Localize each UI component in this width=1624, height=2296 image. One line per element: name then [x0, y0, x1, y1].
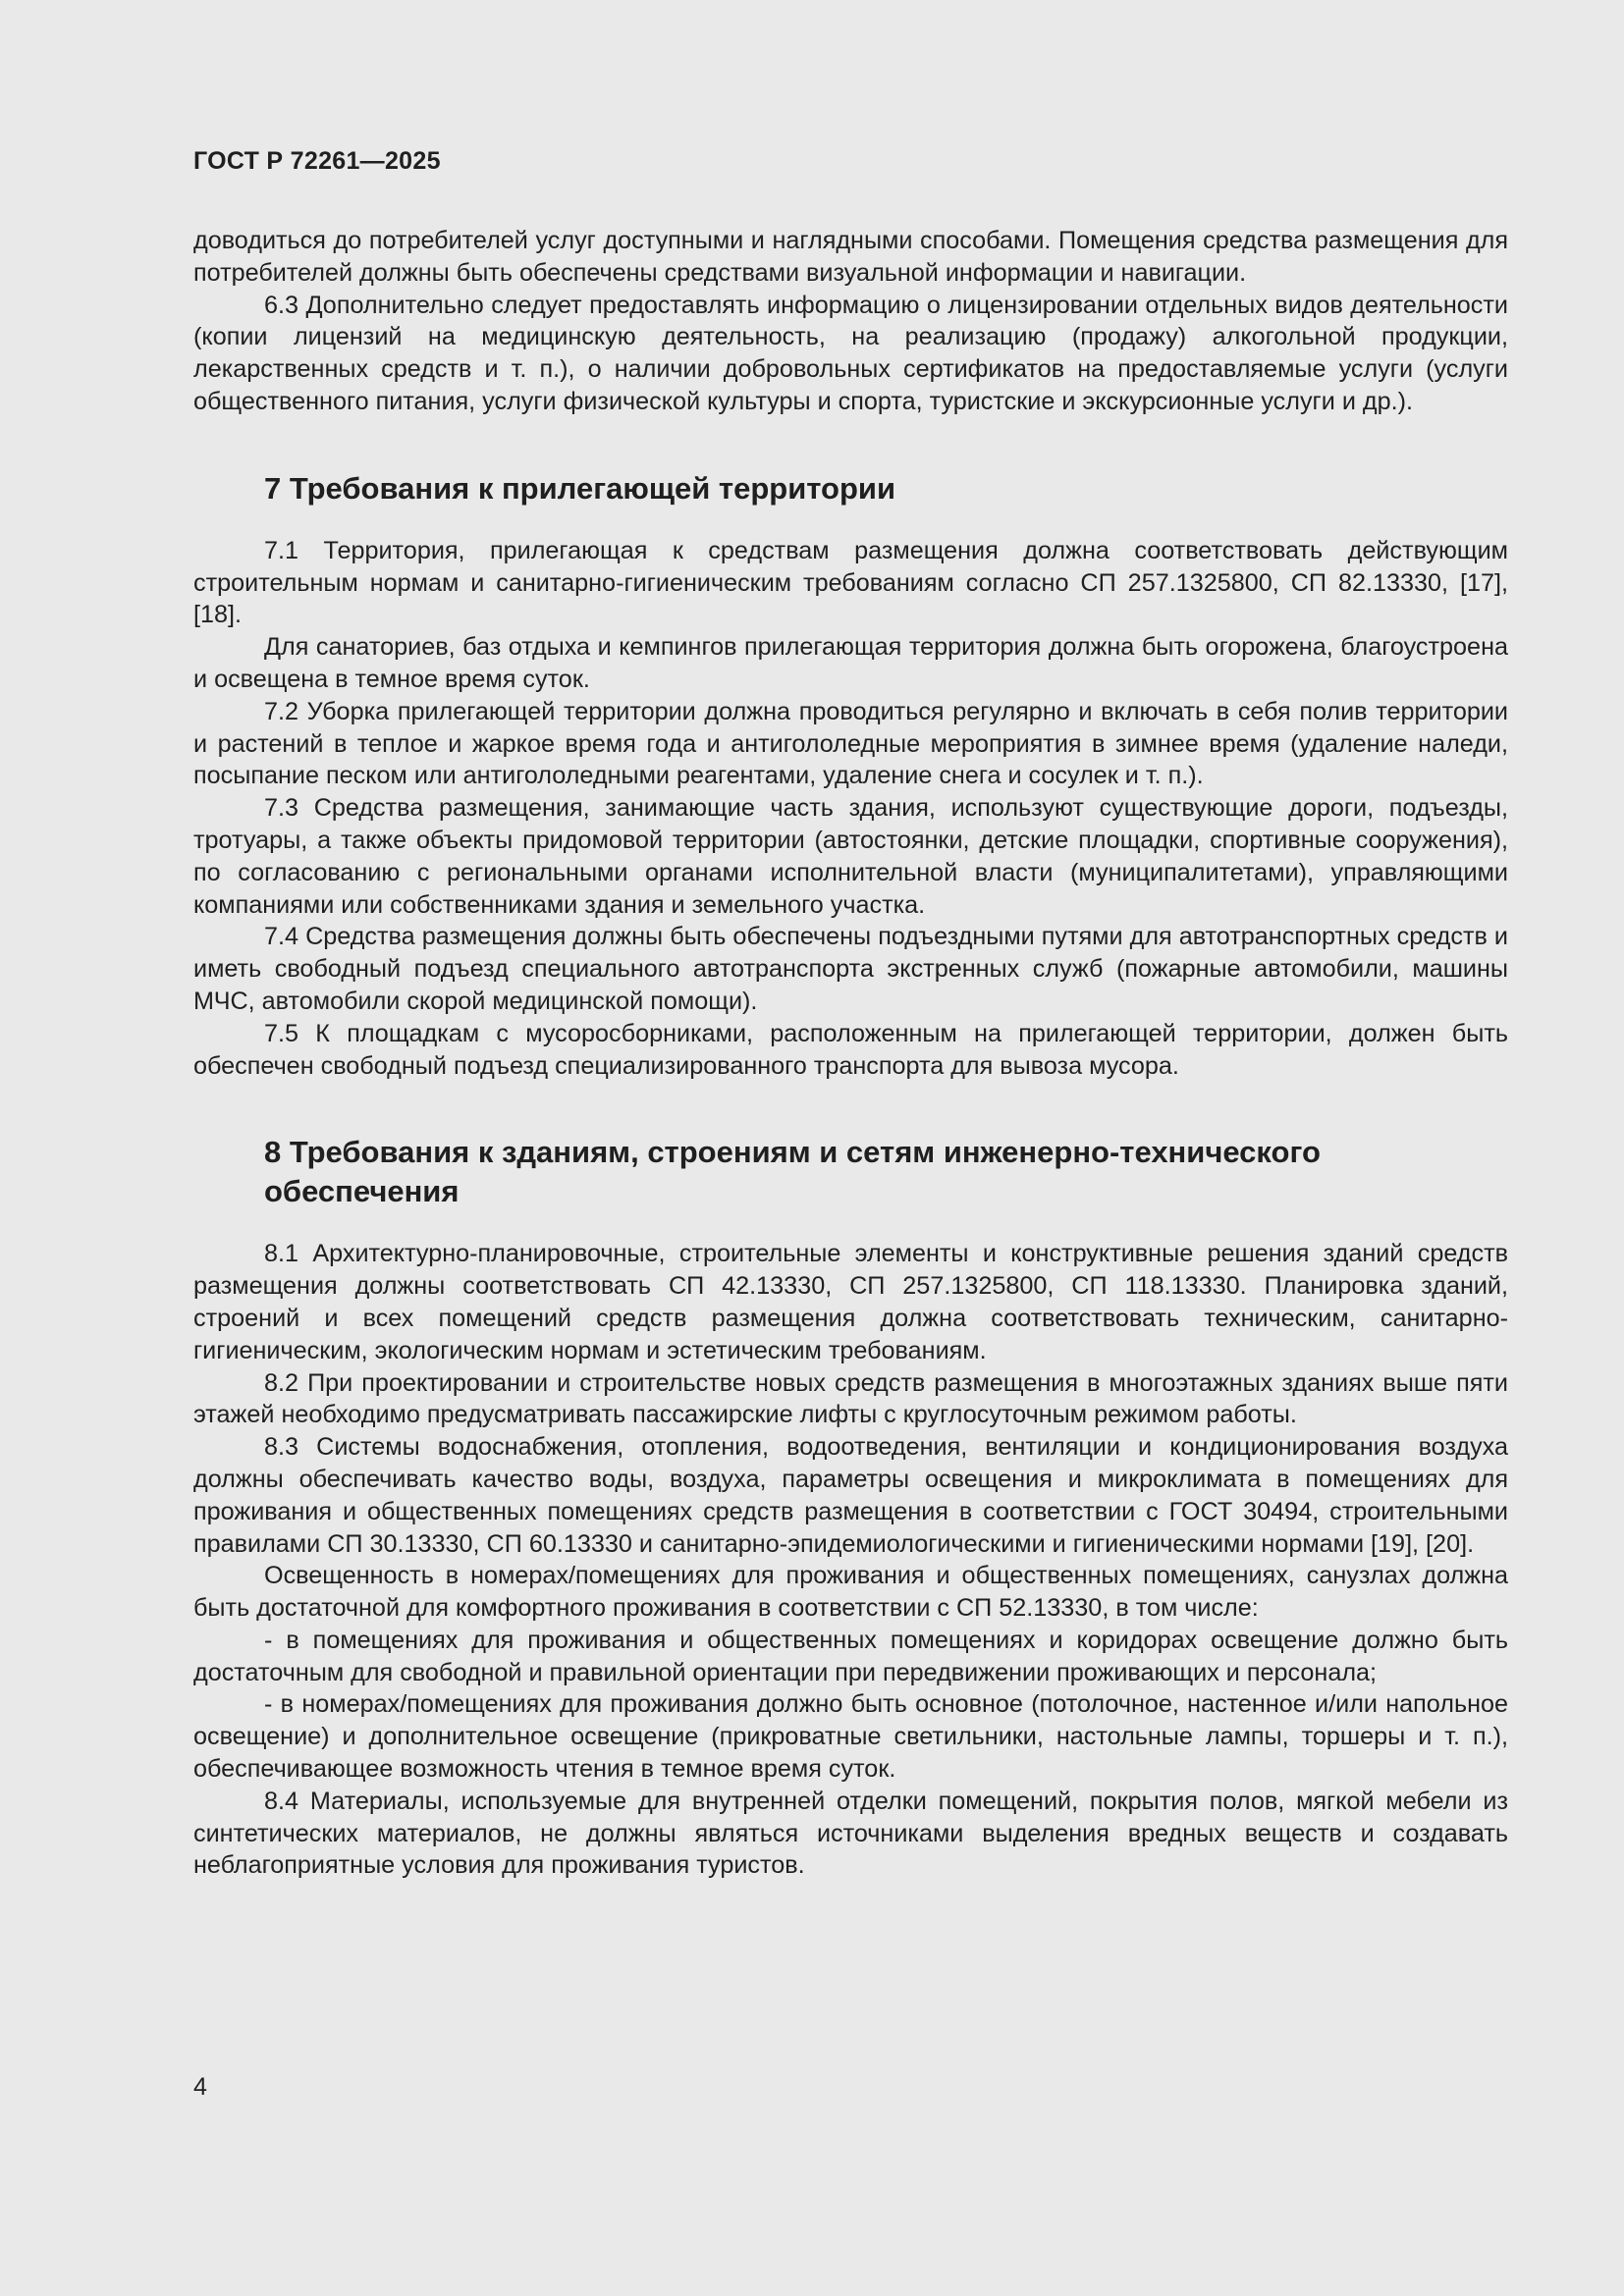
document-body [193, 225, 1508, 1882]
paragraph: доводиться до потребителей услуг доступными и наглядными способами. Помещения средства размещения для потребителей должны быть обеспечены средствами визуальной информации и навигации. [193, 227, 1508, 287]
paragraph: 7.1 Территория, прилегающая к средствам размещения должна соответствовать действующим строительным нормам и санитарно-гигиеническим требованиям согласно СП 257.1325800, СП 82.13330, [17], [18]. [193, 536, 1508, 629]
paragraph: Для санаториев, баз отдыха и кемпингов прилегающая территория должна быть огорожена, благоустроена и освещена в темное время суток. [193, 633, 1508, 693]
paragraph: 8.4 Материалы, используемые для внутренней отделки помещений, покрытия полов, мягкой мебели из синтетических материалов, не должны являться источниками выделения вредных веществ и создавать неблагоприятные условия для проживания туристов. [193, 1787, 1508, 1880]
list-item: - в помещениях для проживания и общественных помещениях и коридорах освещение должно быть достаточным для свободной и правильной ориентации при передвижении проживающих и персонала; [193, 1626, 1508, 1686]
paragraph: 8.3 Системы водоснабжения, отопления, водоотведения, вентиляции и кондиционирования воздуха должны обеспечивать качество воды, воздуха, параметры освещения и микроклимата в помещениях для проживания и общественных помещениях средств размещения в соответствии с ГОСТ 30494, строительными правилами СП 30.13330, СП 60.13330 и санитарно-эпидемиологическими и гигиеническими нормами [19], [20]. [193, 1433, 1508, 1558]
paragraph: 6.3 Дополнительно следует предоставлять информацию о лицензировании отдельных видов деятельности (копии лицензий на медицинскую деятельность, на реализацию (продажу) алкогольной продукции, лекарственных средств и т. п.), о наличии добровольных сертификатов на предоставляемые услуги (услуги общественного питания, услуги физической культуры и спорта, туристские и экскурсионные услуги и др.). [193, 291, 1508, 415]
paragraph: 7.3 Средства размещения, занимающие часть здания, используют существующие дороги, подъезды, тротуары, а также объекты придомовой территории (автостоянки, детские площадки, спортивные сооружения), по согласованию с региональными органами исполнительной власти (муниципалитетами), управляющими компаниями или собственниками здания и земельного участка. [193, 794, 1508, 919]
section-heading: 8 Требования к зданиям, строениям и сетям инженерно-технического обеспечения [264, 1135, 1321, 1209]
paragraph: 7.2 Уборка прилегающей территории должна проводиться регулярно и включать в себя полив территории и растений в теплое и жаркое время года и антигололедные мероприятия в зимнее время (удаление наледи, посыпание песком или антигололедными реагентами, удаление снега и сосулек и т. п.). [193, 697, 1508, 790]
page-header: ГОСТ Р 72261—2025 [193, 147, 441, 175]
page-number: 4 [193, 2073, 207, 2101]
list-item: - в номерах/помещениях для проживания должно быть основное (потолочное, настенное и/или напольное освещение) и дополнительное освещение (прикроватные светильники, настольные лампы, торшеры и т. п.), обеспечивающее возможность чтения в темное время суток. [193, 1690, 1508, 1784]
paragraph: 8.2 При проектировании и строительстве новых средств размещения в многоэтажных зданиях выше пяти этажей необходимо предусматривать пассажирские лифты с круглосуточным режимом работы. [193, 1368, 1508, 1429]
paragraph: 7.4 Средства размещения должны быть обеспечены подъездными путями для автотранспортных средств и иметь свободный подъезд специального автотранспорта экстренных служб (пожарные автомобили, машины МЧС, автомобили скорой медицинской помощи). [193, 923, 1508, 1015]
paragraph: 7.5 К площадкам с мусоросборниками, расположенным на прилегающей территории, должен быть обеспечен свободный подъезд специализированного транспорта для вывоза мусора. [193, 1019, 1508, 1080]
paragraph: Освещенность в номерах/помещениях для проживания и общественных помещениях, санузлах должна быть достаточной для комфортного проживания в соответствии с СП 52.13330, в том числе: [193, 1562, 1508, 1623]
section-heading: 7 Требования к прилегающей территории [264, 470, 896, 506]
paragraph: 8.1 Архитектурно-планировочные, строительные элементы и конструктивные решения зданий средств размещения должны соответствовать СП 42.13330, СП 257.1325800, СП 118.13330. Планировка зданий, строений и всех помещений средств размещения должна соответствовать техническим, санитарно-гигиеническим, экологическим нормам и эстетическим требованиям. [193, 1240, 1508, 1364]
